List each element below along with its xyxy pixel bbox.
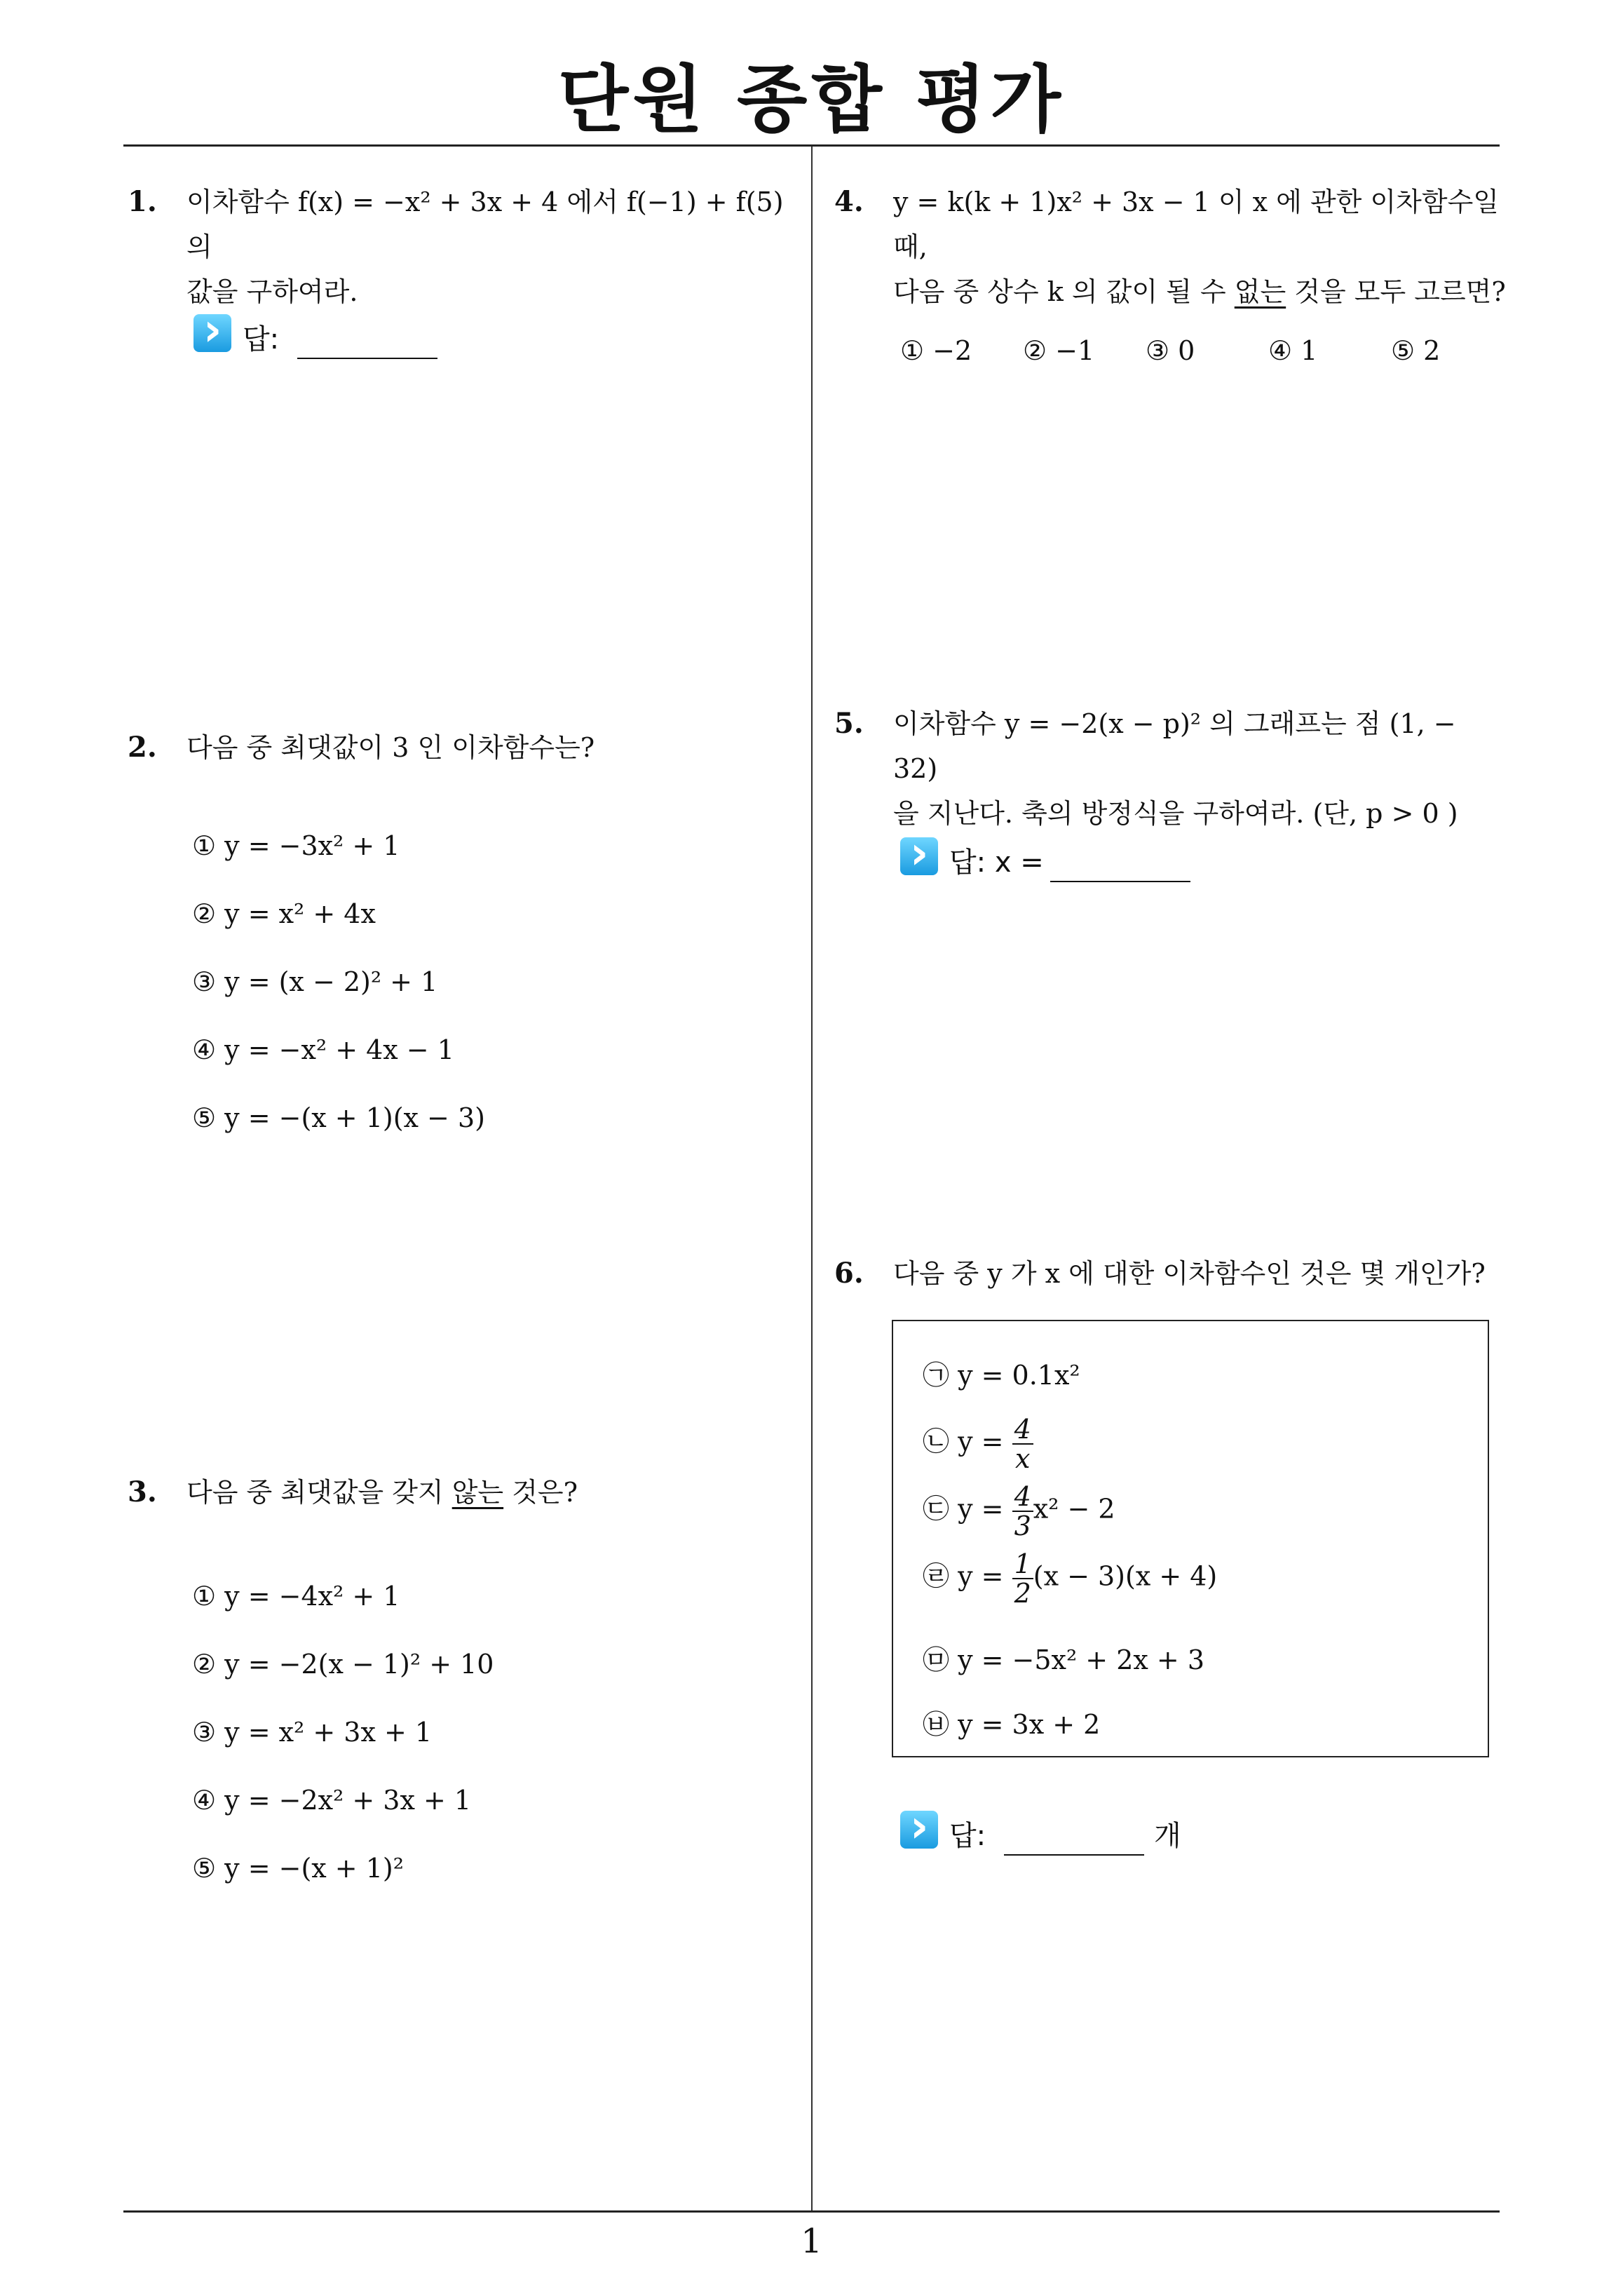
option-4[interactable]: ④ y = −x² + 4x − 1	[192, 1034, 454, 1065]
answer-label: 답:	[243, 323, 280, 356]
question-number: 1.	[128, 185, 157, 218]
option-5[interactable]: ⑤ 2	[1391, 335, 1441, 366]
question-number: 3.	[128, 1475, 157, 1508]
option-3[interactable]: ③ 0	[1146, 335, 1195, 366]
option-5[interactable]: ⑤ y = −(x + 1)(x − 3)	[192, 1102, 485, 1133]
emphasis-underline: 없는	[1234, 276, 1286, 307]
item-e: ㉤ y = −5x² + 2x + 3	[923, 1645, 1205, 1675]
option-4[interactable]: ④ y = −2x² + 3x + 1	[192, 1785, 472, 1816]
option-1[interactable]: ① −2	[900, 335, 972, 366]
question-text: 다음 중 최댓값을 갖지	[186, 1477, 452, 1508]
answer-unit: 개	[1154, 1820, 1181, 1852]
question-text-line1: y = k(k + 1)x² + 3x − 1 이 x 에 관한 이차함수일 때,	[893, 187, 1499, 262]
option-4[interactable]: ④ 1	[1268, 335, 1318, 366]
option-2[interactable]: ② y = x² + 4x	[192, 898, 376, 929]
question-text-line1: 이차함수 y = −2(x − p)² 의 그래프는 점 (1, − 32)	[893, 708, 1456, 784]
item-a: ㉠ y = 0.1x²	[923, 1360, 1080, 1391]
page-title: 단원 종합 평가	[557, 57, 1066, 142]
option-2[interactable]: ② y = −2(x − 1)² + 10	[192, 1649, 494, 1680]
option-1[interactable]: ① y = −3x² + 1	[192, 830, 400, 861]
answer-blank[interactable]	[297, 358, 437, 359]
footer-divider	[123, 2210, 1500, 2213]
fraction: $\frac{4}{3}$	[1012, 1483, 1033, 1540]
arrow-icon	[193, 314, 231, 352]
column-divider	[811, 147, 813, 2210]
answer-field-1	[193, 313, 446, 356]
fraction: $\frac{1}{2}$	[1012, 1550, 1033, 1607]
answer-label: 답: x =	[949, 846, 1044, 879]
option-2[interactable]: ② −1	[1023, 335, 1095, 366]
arrow-icon	[900, 837, 938, 875]
question-text-line2: 값을 구하여라.	[186, 276, 358, 307]
question-number: 5.	[834, 707, 864, 740]
question-text: 다음 중 최댓값이 3 인 이차함수는?	[186, 732, 595, 763]
answer-label: 답:	[949, 1820, 986, 1852]
question-text-line1: 이차함수 f(x) = −x² + 3x + 4 에서 f(−1) + f(5) 의	[186, 187, 784, 262]
option-1[interactable]: ① y = −4x² + 1	[192, 1581, 400, 1612]
question-text-end: 것을 모두 고르면?	[1286, 276, 1506, 307]
question-text-end: 것은?	[503, 1477, 578, 1508]
question-text: 다음 중 y 가 x 에 대한 이차함수인 것은 몇 개인가?	[893, 1258, 1486, 1289]
question-number: 6.	[834, 1257, 864, 1290]
question-number: 2.	[128, 731, 157, 764]
page-number: 1	[801, 2222, 822, 2261]
question-text-line2: 다음 중 상수 k 의 값이 될 수	[893, 276, 1235, 307]
item-b: ㉡ y = $\frac{4}{x}$	[923, 1415, 1033, 1473]
answer-blank[interactable]	[1050, 881, 1190, 882]
answer-blank[interactable]	[1004, 1854, 1144, 1856]
item-c: ㉢ y = $\frac{4}{3}$ x² − 2	[923, 1481, 1115, 1541]
option-3[interactable]: ③ y = x² + 3x + 1	[192, 1717, 433, 1748]
item-f: ㉥ y = 3x + 2	[923, 1709, 1101, 1740]
option-5[interactable]: ⑤ y = −(x + 1)²	[192, 1853, 404, 1884]
arrow-icon	[900, 1811, 938, 1849]
option-3[interactable]: ③ y = (x − 2)² + 1	[192, 966, 438, 997]
answer-field-5	[900, 836, 1195, 879]
question-text-line2: 을 지난다. 축의 방정식을 구하여라. (단, p > 0 )	[893, 798, 1458, 829]
question-number: 4.	[834, 185, 864, 218]
choices-box	[892, 1320, 1489, 1757]
item-d: ㉣ y = $\frac{1}{2}$ (x − 3)(x + 4)	[923, 1548, 1218, 1609]
fraction: $\frac{4}{x}$	[1012, 1415, 1033, 1473]
answer-field-6	[900, 1809, 1195, 1852]
emphasis-underline: 않는	[451, 1477, 504, 1508]
